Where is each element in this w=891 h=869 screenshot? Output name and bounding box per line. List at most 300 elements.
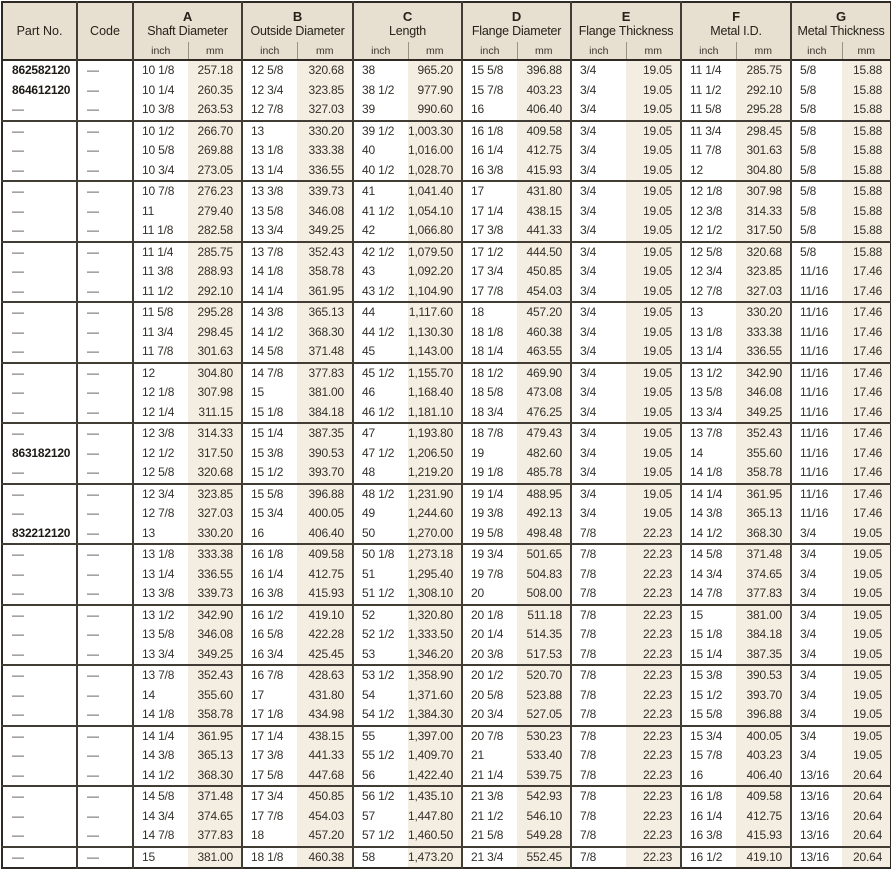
cell-part: — xyxy=(12,506,24,521)
cell-c_mm: 1,092.20 xyxy=(408,262,462,282)
cell-d_mm: 539.75 xyxy=(517,766,571,787)
cell-b_mm: 365.13 xyxy=(297,302,353,323)
cell-b_in: 15 xyxy=(242,383,297,403)
group-name: Metal I.D. xyxy=(710,23,762,38)
cell-f_mm: 387.35 xyxy=(736,645,791,666)
cell-g_in: 5/8 xyxy=(791,81,842,101)
cell-g_mm: 17.46 xyxy=(842,323,891,343)
cell-a_in: 12 1/4 xyxy=(133,403,188,424)
cell-c_in: 48 xyxy=(353,463,408,484)
cell-d_in: 18 5/8 xyxy=(462,383,517,403)
cell-b_in: 16 3/4 xyxy=(242,645,297,666)
cell-e_mm: 19.05 xyxy=(626,60,681,81)
cell-c_in: 38 xyxy=(353,60,408,81)
cell-a_in: 11 1/8 xyxy=(133,221,188,242)
cell-f_in: 12 7/8 xyxy=(681,282,736,303)
cell-a_mm: 317.50 xyxy=(188,444,242,464)
cell-a_in: 14 7/8 xyxy=(133,826,188,847)
cell-part: — xyxy=(12,728,24,743)
cell-c_mm: 1,117.60 xyxy=(408,302,462,323)
table-row xyxy=(2,363,891,384)
cell-b_mm: 409.58 xyxy=(297,544,353,565)
cell-f_mm: 415.93 xyxy=(736,826,791,847)
cell-a_mm: 311.15 xyxy=(188,403,242,424)
cell-c_mm: 1,409.70 xyxy=(408,746,462,766)
cell-g_in: 5/8 xyxy=(791,121,842,142)
cell-g_mm: 17.46 xyxy=(842,363,891,384)
cell-c_in: 43 1/2 xyxy=(353,282,408,303)
cell-g_in: 11/16 xyxy=(791,444,842,464)
cell-a_in: 14 1/2 xyxy=(133,766,188,787)
group-letter: D xyxy=(511,8,522,24)
cell-c_in: 45 xyxy=(353,342,408,363)
table-row xyxy=(2,242,891,263)
cell-c_mm: 1,143.00 xyxy=(408,342,462,363)
table-row xyxy=(2,504,891,524)
cell-g_in: 11/16 xyxy=(791,323,842,343)
cell-b_in: 17 xyxy=(242,686,297,706)
cell-e_mm: 19.05 xyxy=(626,302,681,323)
header-code: Code xyxy=(77,2,133,60)
cell-b_mm: 450.85 xyxy=(297,786,353,807)
cell-a_mm: 358.78 xyxy=(188,705,242,726)
cell-code: — xyxy=(77,342,133,363)
cell-c_in: 55 xyxy=(353,726,408,747)
cell-g_in: 5/8 xyxy=(791,221,842,242)
cell-a_in: 11 3/8 xyxy=(133,262,188,282)
group-letter: A xyxy=(182,8,193,24)
cell-e_in: 3/4 xyxy=(571,262,626,282)
cell-d_mm: 412.75 xyxy=(517,141,571,161)
cell-f_in: 14 7/8 xyxy=(681,584,736,605)
cell-d_in: 20 5/8 xyxy=(462,686,517,706)
cell-f_in: 15 xyxy=(681,605,736,626)
cell-c_in: 54 xyxy=(353,686,408,706)
cell-code: — xyxy=(77,807,133,827)
cell-a_in: 10 1/8 xyxy=(133,60,188,81)
cell-f_mm: 419.10 xyxy=(736,847,791,869)
table-row xyxy=(2,786,891,807)
cell-code: — xyxy=(77,202,133,222)
table-row xyxy=(2,383,891,403)
table-row xyxy=(2,746,891,766)
unit-row xyxy=(2,42,891,60)
cell-a_in: 11 1/4 xyxy=(133,242,188,263)
table-row xyxy=(2,121,891,142)
cell-part: — xyxy=(2,826,77,847)
cell-a_in: 11 xyxy=(133,202,188,222)
cell-g_in: 5/8 xyxy=(791,60,842,81)
cell-b_mm: 390.53 xyxy=(297,444,353,464)
cell-part: — xyxy=(2,584,77,605)
cell-e_mm: 19.05 xyxy=(626,444,681,464)
group-name: Length xyxy=(389,23,427,38)
cell-e_mm: 19.05 xyxy=(626,282,681,303)
table-row xyxy=(2,100,891,121)
cell-f_mm: 336.55 xyxy=(736,342,791,363)
cell-b_in: 16 3/8 xyxy=(242,584,297,605)
cell-e_mm: 22.23 xyxy=(626,665,681,686)
cell-part: — xyxy=(2,645,77,666)
cell-c_in: 44 1/2 xyxy=(353,323,408,343)
cell-f_in: 11 7/8 xyxy=(681,141,736,161)
cell-b_mm: 434.98 xyxy=(297,705,353,726)
cell-g_in: 3/4 xyxy=(791,705,842,726)
cell-a_in: 14 xyxy=(133,686,188,706)
cell-g_in: 5/8 xyxy=(791,242,842,263)
cell-b_in: 14 1/8 xyxy=(242,262,297,282)
cell-e_in: 3/4 xyxy=(571,323,626,343)
cell-d_in: 18 1/4 xyxy=(462,342,517,363)
cell-f_in: 14 1/4 xyxy=(681,484,736,505)
cell-f_in: 15 1/4 xyxy=(681,645,736,666)
cell-c_in: 43 xyxy=(353,262,408,282)
cell-e_in: 7/8 xyxy=(571,686,626,706)
cell-f_mm: 320.68 xyxy=(736,242,791,263)
cell-a_mm: 257.18 xyxy=(188,60,242,81)
cell-b_mm: 431.80 xyxy=(297,686,353,706)
cell-f_in: 16 3/8 xyxy=(681,826,736,847)
cell-g_in: 3/4 xyxy=(791,544,842,565)
table-row xyxy=(2,423,891,444)
cell-a_in: 13 3/4 xyxy=(133,645,188,666)
cell-f_in: 12 3/8 xyxy=(681,202,736,222)
cell-code: — xyxy=(77,524,133,545)
cell-c_in: 44 xyxy=(353,302,408,323)
cell-c_in: 57 1/2 xyxy=(353,826,408,847)
cell-code: — xyxy=(77,221,133,242)
cell-e_mm: 19.05 xyxy=(626,363,681,384)
cell-code: — xyxy=(77,60,133,81)
cell-d_mm: 431.80 xyxy=(517,181,571,202)
cell-d_in: 21 1/2 xyxy=(462,807,517,827)
cell-code: — xyxy=(77,625,133,645)
cell-f_mm: 327.03 xyxy=(736,282,791,303)
cell-a_in: 13 1/8 xyxy=(133,544,188,565)
cell-d_in: 15 7/8 xyxy=(462,81,517,101)
cell-e_mm: 19.05 xyxy=(626,383,681,403)
cell-f_in: 11 5/8 xyxy=(681,100,736,121)
cell-d_mm: 520.70 xyxy=(517,665,571,686)
cell-f_mm: 317.50 xyxy=(736,221,791,242)
cell-f_in: 13 1/8 xyxy=(681,323,736,343)
cell-code: — xyxy=(77,565,133,585)
table-row xyxy=(2,484,891,505)
cell-f_mm: 295.28 xyxy=(736,100,791,121)
cell-d_mm: 463.55 xyxy=(517,342,571,363)
cell-e_in: 3/4 xyxy=(571,463,626,484)
cell-b_in: 16 1/2 xyxy=(242,605,297,626)
cell-d_mm: 527.05 xyxy=(517,705,571,726)
cell-e_mm: 19.05 xyxy=(626,342,681,363)
cell-e_mm: 19.05 xyxy=(626,181,681,202)
unit-mm: mm xyxy=(842,42,891,60)
cell-a_in: 14 1/8 xyxy=(133,705,188,726)
group-letter: B xyxy=(292,8,303,24)
cell-part: — xyxy=(2,161,77,182)
cell-b_in: 14 1/2 xyxy=(242,323,297,343)
cell-a_in: 10 3/4 xyxy=(133,161,188,182)
cell-e_mm: 22.23 xyxy=(626,807,681,827)
cell-c_in: 46 1/2 xyxy=(353,403,408,424)
cell-part: — xyxy=(12,324,24,339)
cell-a_in: 12 3/4 xyxy=(133,484,188,505)
cell-g_mm: 15.88 xyxy=(842,60,891,81)
table-row xyxy=(2,605,891,626)
group-letter: F xyxy=(732,8,741,24)
header-group-e xyxy=(571,2,681,42)
cell-g_in: 3/4 xyxy=(791,686,842,706)
cell-c_in: 51 1/2 xyxy=(353,584,408,605)
table-row xyxy=(2,202,891,222)
cell-b_mm: 381.00 xyxy=(297,383,353,403)
cell-code: — xyxy=(77,826,133,847)
cell-a_mm: 368.30 xyxy=(188,766,242,787)
cell-c_in: 45 1/2 xyxy=(353,363,408,384)
cell-c_in: 54 1/2 xyxy=(353,705,408,726)
cell-f_in: 12 1/2 xyxy=(681,221,736,242)
cell-part: — xyxy=(2,463,77,484)
cell-b_mm: 387.35 xyxy=(297,423,353,444)
cell-a_in: 10 7/8 xyxy=(133,181,188,202)
cell-d_in: 18 3/4 xyxy=(462,403,517,424)
cell-d_mm: 488.95 xyxy=(517,484,571,505)
unit-inch: inch xyxy=(681,42,736,60)
cell-b_mm: 339.73 xyxy=(297,181,353,202)
cell-g_mm: 17.46 xyxy=(842,504,891,524)
cell-part: — xyxy=(12,184,24,199)
cell-d_mm: 460.38 xyxy=(517,323,571,343)
cell-c_in: 49 xyxy=(353,504,408,524)
cell-e_in: 3/4 xyxy=(571,484,626,505)
cell-f_mm: 403.23 xyxy=(736,746,791,766)
unit-mm: mm xyxy=(736,42,791,60)
cell-a_in: 12 3/8 xyxy=(133,423,188,444)
cell-e_mm: 19.05 xyxy=(626,242,681,263)
cell-f_mm: 314.33 xyxy=(736,202,791,222)
cell-f_in: 13 1/2 xyxy=(681,363,736,384)
cell-d_in: 15 5/8 xyxy=(462,60,517,81)
cell-e_in: 7/8 xyxy=(571,807,626,827)
table-row xyxy=(2,60,891,81)
cell-a_in: 13 5/8 xyxy=(133,625,188,645)
table-row xyxy=(2,847,891,869)
cell-e_mm: 22.23 xyxy=(626,746,681,766)
cell-b_in: 12 5/8 xyxy=(242,60,297,81)
table-body xyxy=(2,60,891,868)
cell-code: — xyxy=(77,705,133,726)
cell-f_in: 15 3/4 xyxy=(681,726,736,747)
cell-a_in: 12 1/8 xyxy=(133,383,188,403)
cell-e_mm: 19.05 xyxy=(626,100,681,121)
cell-d_in: 18 1/2 xyxy=(462,363,517,384)
table-row xyxy=(2,141,891,161)
cell-g_in: 3/4 xyxy=(791,746,842,766)
cell-f_in: 15 1/2 xyxy=(681,686,736,706)
cell-b_in: 13 3/4 xyxy=(242,221,297,242)
cell-f_mm: 304.80 xyxy=(736,161,791,182)
cell-part: — xyxy=(12,385,24,400)
table-row xyxy=(2,645,891,666)
cell-c_mm: 1,295.40 xyxy=(408,565,462,585)
cell-a_mm: 304.80 xyxy=(188,363,242,384)
cell-code: — xyxy=(77,484,133,505)
cell-c_mm: 1,028.70 xyxy=(408,161,462,182)
cell-d_mm: 473.08 xyxy=(517,383,571,403)
cell-f_in: 13 7/8 xyxy=(681,423,736,444)
cell-f_mm: 352.43 xyxy=(736,423,791,444)
cell-code: — xyxy=(77,544,133,565)
cell-e_mm: 19.05 xyxy=(626,423,681,444)
cell-part: — xyxy=(2,403,77,424)
cell-part: — xyxy=(12,748,24,763)
cell-d_in: 19 1/8 xyxy=(462,463,517,484)
cell-c_mm: 1,244.60 xyxy=(408,504,462,524)
cell-f_in: 11 1/4 xyxy=(681,60,736,81)
unit-inch: inch xyxy=(571,42,626,60)
cell-g_in: 11/16 xyxy=(791,302,842,323)
cell-e_mm: 22.23 xyxy=(626,705,681,726)
cell-f_in: 13 3/4 xyxy=(681,403,736,424)
cell-b_in: 16 7/8 xyxy=(242,665,297,686)
cell-d_in: 18 7/8 xyxy=(462,423,517,444)
cell-b_in: 16 1/8 xyxy=(242,544,297,565)
cell-g_mm: 17.46 xyxy=(842,403,891,424)
cell-g_mm: 19.05 xyxy=(842,605,891,626)
cell-b_mm: 384.18 xyxy=(297,403,353,424)
cell-b_mm: 419.10 xyxy=(297,605,353,626)
cell-e_in: 3/4 xyxy=(571,342,626,363)
cell-b_mm: 371.48 xyxy=(297,342,353,363)
cell-g_in: 5/8 xyxy=(791,202,842,222)
cell-b_in: 17 1/8 xyxy=(242,705,297,726)
cell-d_mm: 409.58 xyxy=(517,121,571,142)
cell-d_mm: 504.83 xyxy=(517,565,571,585)
cell-c_in: 47 xyxy=(353,423,408,444)
cell-d_in: 20 1/4 xyxy=(462,625,517,645)
cell-code: — xyxy=(77,100,133,121)
cell-code: — xyxy=(77,766,133,787)
cell-b_in: 14 7/8 xyxy=(242,363,297,384)
cell-code: — xyxy=(77,403,133,424)
cell-b_mm: 393.70 xyxy=(297,463,353,484)
cell-g_in: 5/8 xyxy=(791,141,842,161)
cell-d_mm: 438.15 xyxy=(517,202,571,222)
cell-d_mm: 403.23 xyxy=(517,81,571,101)
cell-e_mm: 22.23 xyxy=(626,544,681,565)
cell-e_in: 7/8 xyxy=(571,826,626,847)
cell-a_mm: 352.43 xyxy=(188,665,242,686)
cell-e_mm: 19.05 xyxy=(626,262,681,282)
cell-e_in: 3/4 xyxy=(571,141,626,161)
table-row xyxy=(2,766,891,787)
cell-e_in: 3/4 xyxy=(571,100,626,121)
cell-f_mm: 285.75 xyxy=(736,60,791,81)
cell-g_in: 11/16 xyxy=(791,484,842,505)
cell-c_mm: 1,054.10 xyxy=(408,202,462,222)
table-row xyxy=(2,463,891,484)
cell-e_mm: 19.05 xyxy=(626,202,681,222)
cell-a_mm: 323.85 xyxy=(188,484,242,505)
cell-b_mm: 377.83 xyxy=(297,363,353,384)
unit-mm: mm xyxy=(517,42,571,60)
cell-f_in: 15 1/8 xyxy=(681,625,736,645)
cell-a_mm: 346.08 xyxy=(188,625,242,645)
cell-c_mm: 1,358.90 xyxy=(408,665,462,686)
cell-g_mm: 17.46 xyxy=(842,342,891,363)
cell-b_mm: 457.20 xyxy=(297,826,353,847)
cell-a_in: 14 3/4 xyxy=(133,807,188,827)
cell-f_in: 13 5/8 xyxy=(681,383,736,403)
cell-f_in: 15 5/8 xyxy=(681,705,736,726)
cell-part: — xyxy=(12,426,24,441)
cell-b_in: 15 1/8 xyxy=(242,403,297,424)
table-row xyxy=(2,323,891,343)
cell-g_mm: 19.05 xyxy=(842,625,891,645)
cell-d_in: 19 7/8 xyxy=(462,565,517,585)
cell-c_in: 53 xyxy=(353,645,408,666)
cell-d_in: 20 1/8 xyxy=(462,605,517,626)
cell-d_mm: 498.48 xyxy=(517,524,571,545)
cell-c_in: 47 1/2 xyxy=(353,444,408,464)
cell-f_in: 16 1/2 xyxy=(681,847,736,869)
cell-e_in: 3/4 xyxy=(571,363,626,384)
cell-c_in: 41 xyxy=(353,181,408,202)
group-letter: E xyxy=(621,8,631,24)
cell-e_in: 7/8 xyxy=(571,726,626,747)
cell-b_mm: 428.63 xyxy=(297,665,353,686)
cell-part: — xyxy=(2,282,77,303)
cell-g_in: 3/4 xyxy=(791,625,842,645)
cell-b_in: 12 7/8 xyxy=(242,100,297,121)
cell-b_in: 13 xyxy=(242,121,297,142)
cell-g_in: 11/16 xyxy=(791,262,842,282)
cell-b_in: 13 1/4 xyxy=(242,161,297,182)
cell-code: — xyxy=(77,726,133,747)
cell-a_mm: 339.73 xyxy=(188,584,242,605)
cell-d_mm: 406.40 xyxy=(517,100,571,121)
cell-g_mm: 17.46 xyxy=(842,383,891,403)
cell-c_in: 56 1/2 xyxy=(353,786,408,807)
cell-d_mm: 444.50 xyxy=(517,242,571,263)
cell-d_mm: 479.43 xyxy=(517,423,571,444)
cell-e_in: 7/8 xyxy=(571,524,626,545)
cell-c_in: 55 1/2 xyxy=(353,746,408,766)
cell-c_in: 52 1/2 xyxy=(353,625,408,645)
cell-f_in: 14 xyxy=(681,444,736,464)
cell-d_in: 21 3/8 xyxy=(462,786,517,807)
table-row xyxy=(2,342,891,363)
header-group-b xyxy=(242,2,353,42)
cell-part: — xyxy=(12,486,24,501)
cell-g_in: 3/4 xyxy=(791,665,842,686)
cell-f_mm: 333.38 xyxy=(736,323,791,343)
cell-c_mm: 1,371.60 xyxy=(408,686,462,706)
cell-b_mm: 320.68 xyxy=(297,60,353,81)
cell-c_mm: 1,308.10 xyxy=(408,584,462,605)
header-group-g xyxy=(791,2,891,42)
cell-c_mm: 1,384.30 xyxy=(408,705,462,726)
cell-d_mm: 501.65 xyxy=(517,544,571,565)
cell-a_mm: 314.33 xyxy=(188,423,242,444)
cell-d_mm: 549.28 xyxy=(517,826,571,847)
cell-g_in: 3/4 xyxy=(791,605,842,626)
cell-part: — xyxy=(12,123,24,138)
cell-c_mm: 990.60 xyxy=(408,100,462,121)
cell-f_mm: 384.18 xyxy=(736,625,791,645)
cell-c_in: 42 1/2 xyxy=(353,242,408,263)
cell-d_in: 20 7/8 xyxy=(462,726,517,747)
